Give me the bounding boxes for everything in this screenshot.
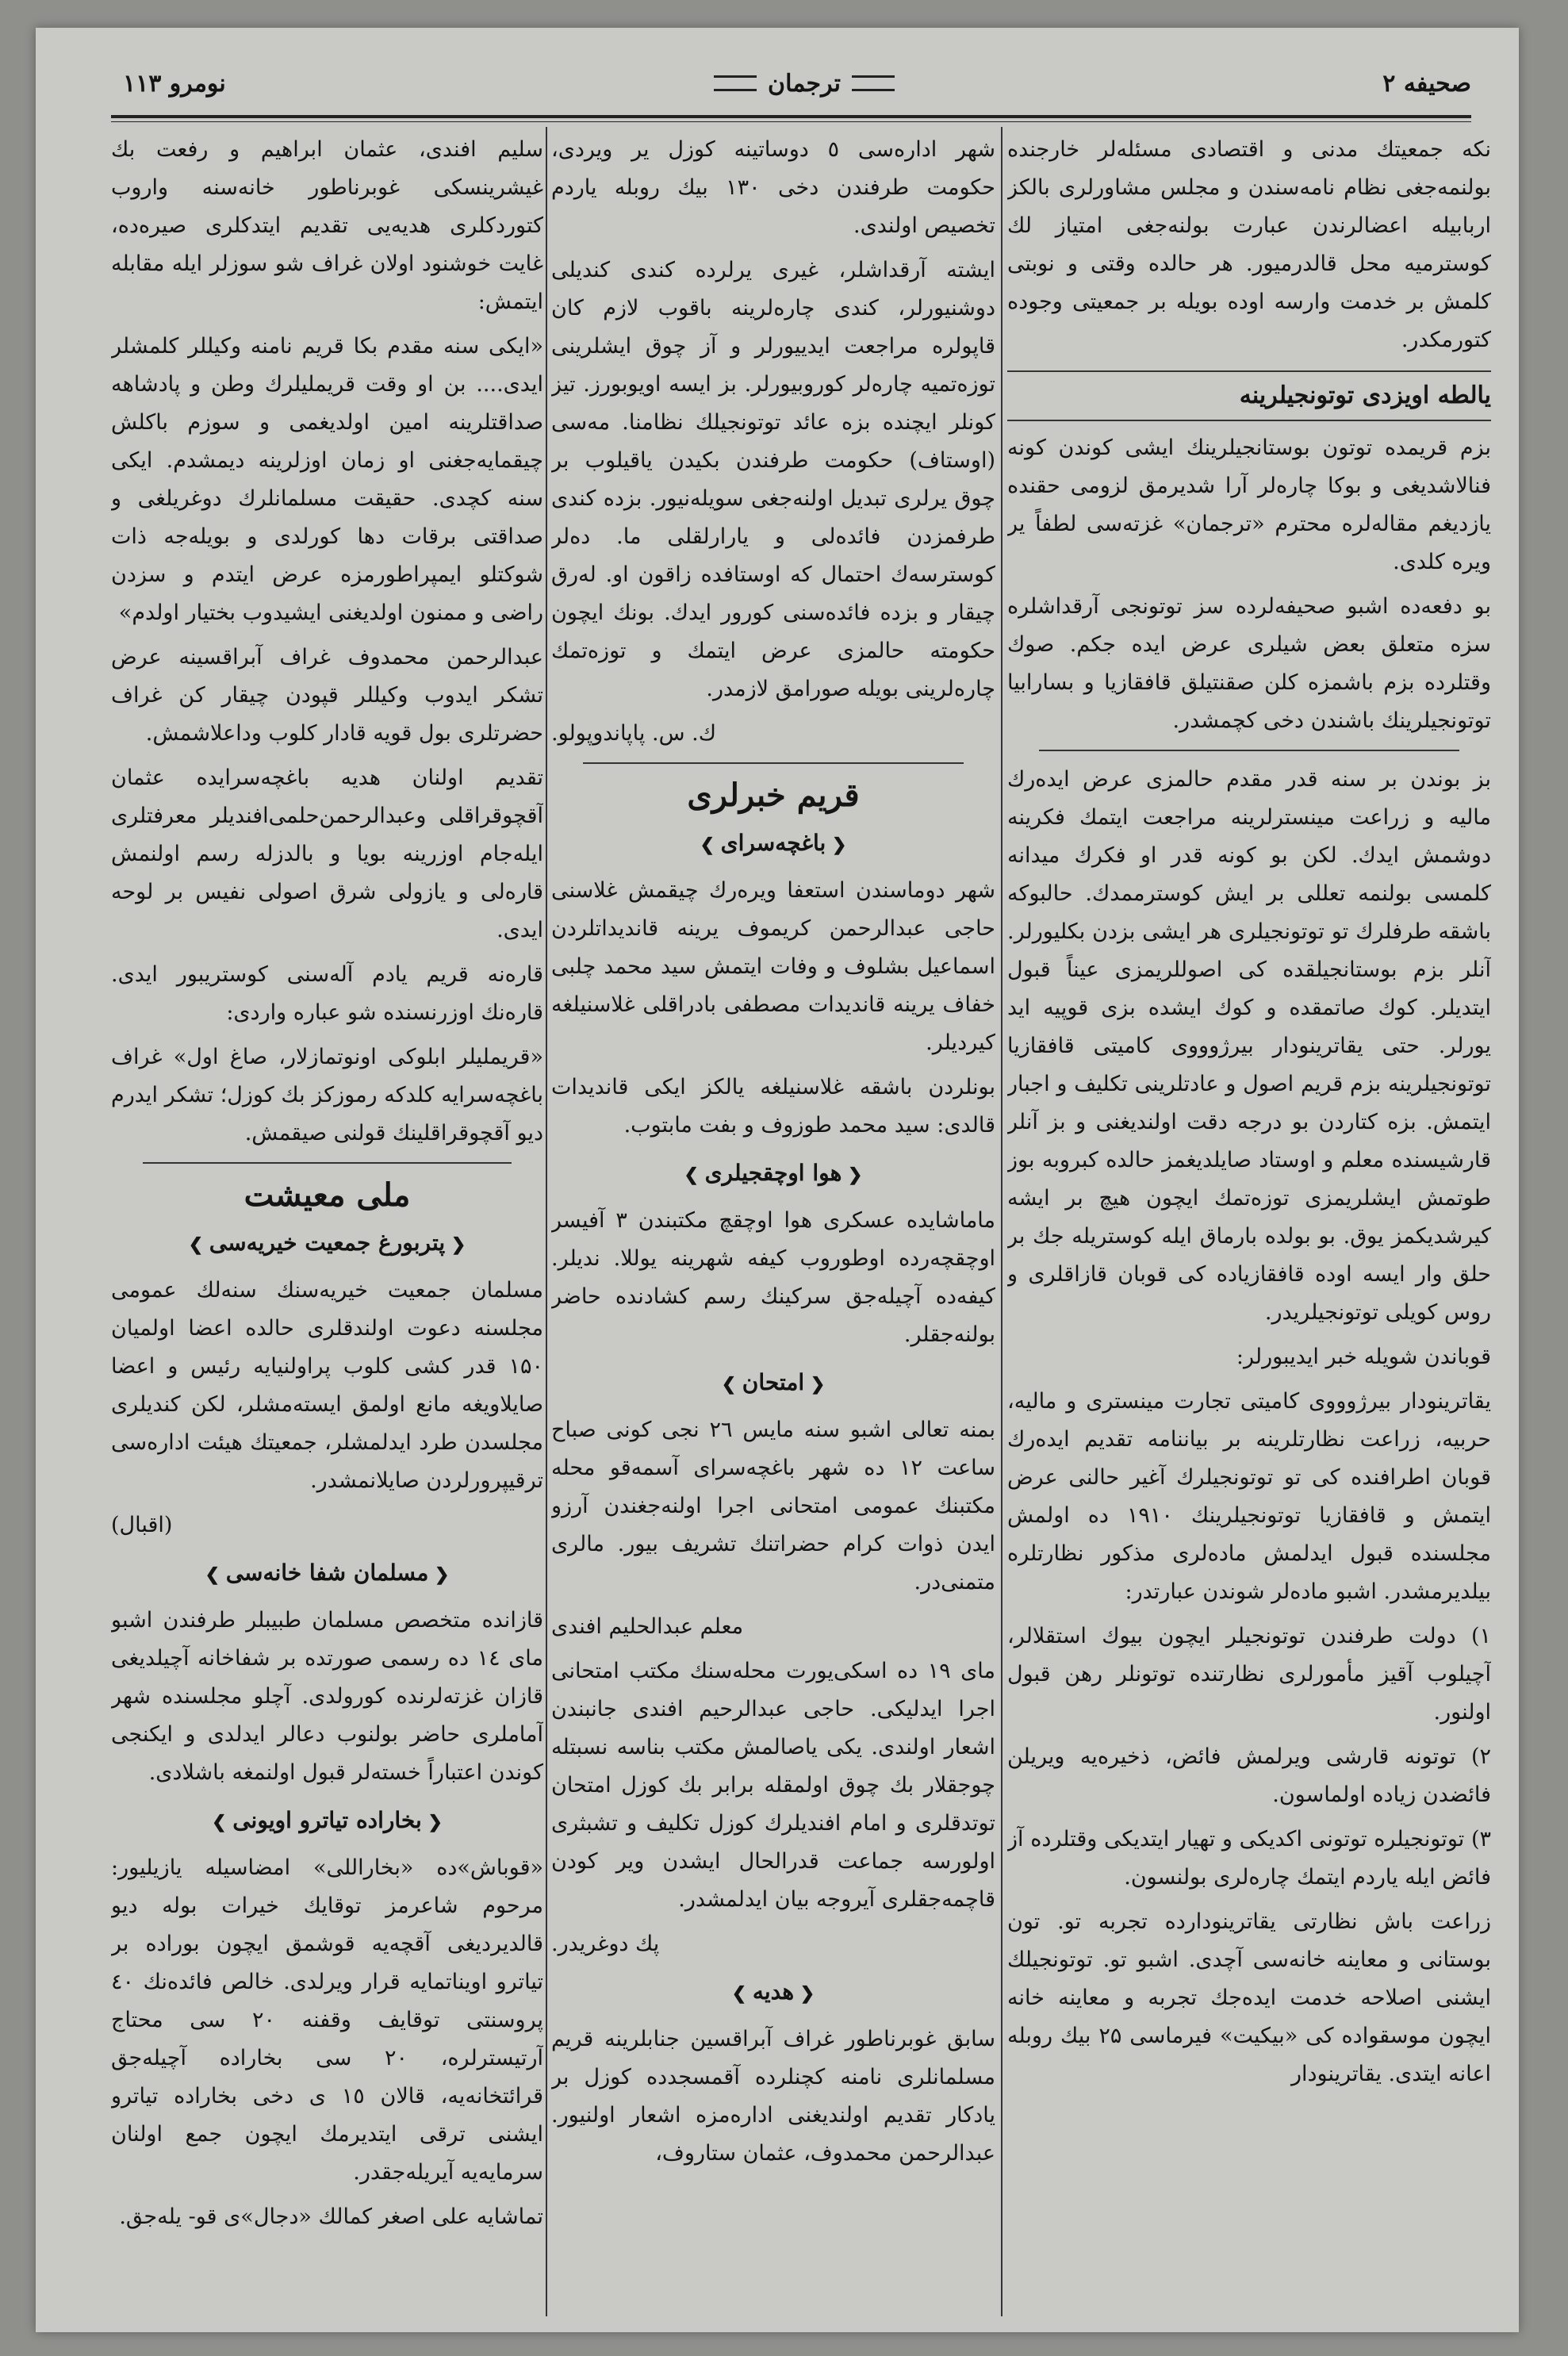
paragraph: بمنه تعالی اشبو سنه مایس ۲٦ نجی کونی صباح ساعت ۱۲ ده شهر باغچەسرای آسمەقو محله مکتبنك عمومی امتحانی اجرا اولنەجغندن آرزو ایدن ذوات کرام حضراتنك تشریف بیور. مالری متمنی‌در. — [551, 1418, 995, 1594]
column-divider — [546, 127, 547, 2316]
subheading: ❮ هدیه ❯ — [551, 1973, 995, 2013]
paragraph: عبدالرحمن محمدوف غراف آبراقسینه عرض تشکر ایدوب وکیللر قپودن چیقار کن غراف حضرتلری بول قویه قادار کلوب وداعلاشمش. — [111, 645, 543, 746]
newspaper-page — [36, 28, 1519, 2332]
page-label: صحیفه ۲ — [1382, 69, 1471, 98]
subheading: ❮ امتحان ❯ — [551, 1364, 995, 1403]
paragraph: تقدیم اولنان هدیه باغچەسرایده عثمان آقچوقراقلی وعبدالرحمن‌حلمی‌افندیلر معرفتلری ایله‌جام اوزرینه بویا و بالدزله رسم اولنمش قارەلی و یازولی شرق اصولی نفیس بر لوحه ایدی. — [111, 766, 543, 942]
paragraph: تماشایه علی اصغر کمالك «دجال»ی قو- یلەجق. — [119, 2204, 543, 2229]
paragraph: «ایکی سنه مقدم بکا قریم نامنه وکیللر کلمشلر ایدی.... بن او وقت قریملیلرك وطن و پادشاهه صداقتلرینه امین اولدیغمی و سوزم باکلش چیقمایه‌جغنی او زمان اوزلرینه دیمشدم. ایکی سنه کچدی. حقیقت مسلمانلرك دوغریلغی و صداقتی برقات دها کورلدی و بویلەجه ذات شوکتلو ایمپراطورمزه عرض ایتدم و سزدن راضی و ممنون اولدیغنی ایشیدوب بختیار اولدم» — [111, 334, 543, 625]
subheading: ❮ بخاراده تیاترو اویونی ❯ — [111, 1802, 543, 1841]
subheading: ❮ مسلمان شفا خانەسی ❯ — [111, 1554, 543, 1594]
ornament-right-icon — [852, 75, 895, 91]
paragraph: قوباندن شویله خبر ایدیبورلر: — [1236, 1345, 1491, 1369]
paragraph: زراعت باش نظارتی یقاترینودارده تجربه تو. تون بوستانی و معاینه خانه‌سی آچدی. اشبو تو. توتونجیلك ایشنی اصلاحه خدمت ایدەجك تجربه و معاینه خانه ایچون موسقواده کی «بیکیت» فیرماسی ۲۵ بیك روبله اعانه ایتدی. یقاترینودار — [1007, 1909, 1491, 2086]
paragraph: سلیم افندی، عثمان ابراهیم و رفعت بك غیشرینسکی غوبرناطور خانەسنه واروب کتوردکلری هدیه‌یی تقدیم ایتدکلری صیرەده، غایت خوشنود اولان غراف شو سوزلر ایله مقابله ایتمش: — [111, 137, 543, 314]
paragraph: ایشته آرقداشلر، غیری یرلرده کندی کندیلی دوشنیورلر، کندی چاره‌لرینه باقوب لازم کان قاپولره مراجعت ایدییورلر و آز چوق ایشلرینی توزه‌تمیه چاره‌لر کوروبیورلر. بز ایسه اویوبورز. تیز کونلر ایچنده بزه عائد توتونجیلك نظامنا. مه‌سی (اوستاف) حکومت طرفندن بکیدن یاقیلوب بر چوق یرلری تبدیل اولنه‌جغی سویلەنیور. بزده کندی طرفمزدن فائده‌لی و یارارلقلی ما. ده‌لر کوسترسەك احتمال که اوستافده زاقون او. لەرق چیقار و بزده فائده‌سنی کورور ایدك. بونك ایچون حکومته حالمزی عرض ایتمك و توزه‌تمك چاره‌لرینی بویله صورامق لازمدر. — [551, 258, 995, 701]
subheading: ❮ پتربورغ جمعیت خیریەسی ❯ — [111, 1224, 543, 1264]
paragraph: ماماشایده عسکری هوا اوچقچ مکتبندن ۳ آفیسر اوچقچەرده اوطوروب کیفه شهرینه یوللا. ندیلر. کیفەده آچیلەجق سرکینك رسم کشادنده حاضر بولنەجقلر. — [551, 1208, 995, 1347]
paragraph: نکه جمعیتك مدنی و اقتصادی مسئله‌لر خارجنده بولنمه‌جغی نظام نامه‌سندن و مجلس مشاورلری بالکز اربابیله اعضالرندن عبارت بولنه‌جغی امتیاز لك کوسترمیه محل قالدرمیور. هر حالده وقتی و نوبتی کلمش بر خدمت وارسه اوده بویله بر جمعیتی وجوده کتورمکدر. — [1007, 137, 1491, 352]
paragraph: بونلردن باشقه غلاسنیلغه یالکز ایکی قاندیدات قالدی: سید محمد طوزوف و بفت مابتوب. — [551, 1075, 995, 1138]
section-headline: قریم خبرلری — [687, 777, 860, 814]
subheading: ❮ هوا اوچقجیلری ❯ — [551, 1154, 995, 1194]
masthead-rule — [111, 115, 1471, 118]
paragraph: شهر اداره‌سی ٥ دوساتینه کوزل یر ویردی، حکومت طرفندن دخی ۱۳۰ بیك روبله یاردم تخصیص اولندی. — [551, 137, 995, 238]
signature: (اقبال) — [111, 1513, 173, 1537]
paragraph: بز بوندن بر سنه قدر مقدم حالمزی عرض ایدەرك مالیه و زراعت مینسترلرینه مراجعت ایتمك فکرینه دوشمش ایدك. لکن بو کونه قدر او فکرك میدانه کلمسی بولنمه تعللی بر ایش کوسترممدك. حالبوکه باشقه طرفلرك تو توتونجیلری هر ایشی بزدن بکلیورلر. آنلر بزم بوستانجیلقده کی اصوللریمزی عیناً قبول ایتدیلر. کوك صاتمقده و کوك ایشده بزی قوپیه اید یورلر. حتی یقاترینودار بیرژوووی کامیتی قافقازیا توتونجیلرینه بزم قریم اصول و عادتلرینی تکلیف و اجبار ایتمش. بزه کتاردن بو درجه دقت اولندیغنی و بز آنلر قارشیسنده معلم و اوستاد صایلدیغمز حالده کبروبه بوز طوتمش ایشلریمزی توزه‌تمك ایچون هیچ بر ایشه کیرشدیکمز یوق. بو بولده بارماق ایله کوستریله جك بر حلق وار ایسه اوده قافقازیاده کی قوبان قازاقلری و روس کویلی توتونجیلریدر. — [1007, 767, 1491, 1325]
left-column — [111, 131, 543, 2316]
paragraph: ۳) توتونجیلره توتونی اکدیکی و تهیار ایتدیکی وقتلرده آز فائض ایله یاردم ایتمك چاره‌لری بولنسون. — [1007, 1827, 1491, 1890]
masthead — [123, 52, 1471, 115]
right-column — [1007, 131, 1491, 2316]
signature: معلم عبدالحلیم افندی — [551, 1614, 744, 1639]
paragraph: ۲) توتونه قارشی ویرلمش فائض، ذخیره‌یه ویریلن فائضدن زیاده اولماسون. — [1007, 1744, 1491, 1807]
paragraph: مای ۱۹ ده اسکی‌یورت محله‌سنك مکتب امتحانی اجرا ایدلیکی. حاجی عبدالرحیم افندی جانبندن اشعار اولندی. یکی یاصالمش مکتب بناسه نسبتله چوجقلار بك چوق اولمقله برابر بك کوزل امتحان توتدقلری و امام افندیلرك کوزل تکلیف و تشبثری اولورسه جماعت قدرالحال ایشدن ویر کودن قاچمەجقلری آیروجه بیان ایدلمشدر. — [551, 1659, 995, 1912]
paragraph: شهر دوماسندن استعفا ویرەرك چیقمش غلاسنی حاجی عبدالرحمن کریموف یرینه قاندیداتلردن اسماعیل بشلوف و وفات ایتمش سید محمد چلبی خفاف یرینه قاندیدات مصطفی بادراقلی غلاسنیلغه کیردیلر. — [551, 878, 995, 1055]
section-headline: ملی معیشت — [243, 1176, 411, 1214]
signature: ك. س. پاپاندوپولو. — [551, 721, 716, 746]
paragraph: «قریملیلر ابلوکی اونوتمازلار، صاغ اول» غراف باغچەسرایه کلدکه رموزکز بك کوزل؛ تشکر ایدرم دیو آقچوقراقلینك قولنی صیقمش. — [111, 1045, 543, 1145]
section-divider — [1039, 750, 1459, 751]
newspaper-title: ترجمان — [768, 69, 841, 98]
paragraph: ۱) دولت طرفندن توتونجیلر ایچون بیوك استقلالر، آچیلوب آقیز مأمورلری نظارتنده توتونلر رهن قبول اولنور. — [1007, 1624, 1491, 1725]
issue-number: نومرو ۱۱۳ — [123, 69, 226, 98]
paragraph: سابق غوبرناطور غراف آبراقسین جنابلرینه قریم مسلمانلری نامنه کچنلرده آقمسجدده کوزل بر یادکار تقدیم اولندیغنی اداره‌مزه اشعار اولنیور. عبدالرحمن محمدوف، عثمان ستاروف، — [551, 2027, 995, 2166]
paragraph: قازانده متخصص مسلمان طبیبلر طرفندن اشبو مای ۱٤ ده رسمی صورتده بر شفاخانه آچیلدیغی قازان غزتەلرنده کورولدی. آچلو مجلسنده شهر آماملری حاضر بولنوب دعالر ایدلدی و ایکنجی کوندن اعتباراً خستەلر قبول اولنمغه باشلادی. — [111, 1608, 543, 1785]
paragraph: مسلمان جمعیت خیریەسنك سنەلك عمومی مجلسنه دعوت اولندقلری حالده اعضا اولمیان ۱۵۰ قدر کشی کلوب پراولنیایه رئیس و اعضا صایلاویغه مانع اولمق ایستەمشلر، لکن کندیلری مجلسدن طرد ایدلمشلر، جمعیتك هیئت اداره‌سی ترقیپرورلردن صایلانمشدر. — [111, 1278, 543, 1493]
signature: پك دوغریدر. — [551, 1932, 660, 1956]
paragraph: بو دفعه‌ده اشبو صحیفه‌لرده سز توتونجی آرقداشلره سزه متعلق بعض شیلری عرض ایده جکم. صوك وقتلرده بزم باشمزه کلن صقنتیلق قافقازیا و بسارابیا توتونجیلرینك باشندن دخی کچمشدر. — [1007, 594, 1491, 733]
paragraph: یقاترینودار بیرژوووی کامیتی تجارت مینستری و مالیه، حربیه، زراعت نظارتلرینه بر بیاننامه تقدیم ایدەرك قوبان اطرافنده کی تو توتونجیلرك آغیر حالنی عرض ایتمش و قافقازیا توتونجیلرینك ۱۹۱۰ ده اولمش مجلسنده قبول ایدلمش ماده‌لری مذکور نظارتلره بیلدیرمشدر. اشبو ماده‌لر شوندن عبارتدر: — [1007, 1389, 1491, 1604]
section-divider — [583, 762, 964, 764]
section-divider — [143, 1162, 512, 1164]
column-divider — [1001, 127, 1003, 2316]
paragraph: بزم قریمده توتون بوستانجیلرینك ایشی کوندن کونه فنالاشدیغی و بوکا چاره‌لر آرا شدیرمق لزومی حقنده یازدیغم مقاله‌لره محترم «ترجمان» غزته‌سی لطفاً یر ویره کلدی. — [1007, 436, 1491, 574]
paragraph: «قوباش»ده «بخاراللی» امضاسیله یازیلیور: مرحوم شاعرمز توقایك خیرات بوله دیو قالدیردیغی آقچەیه قوشمق ایچون بوراده بر تیاترو اویناتمایه قرار ویرلدی. خالص فائده‌نك ٤۰ پروسنتی توقایف وقفنه ۲۰ سی محتاج آرتیسترلره، ۲۰ سی بخاراده آچیلەجق قرائتخانەیه، قالان ۱٥ ی دخی بخاراده تیاترو ایشنی ترقی ایتدیرمك ایچون جمع اولنان سرمایەیه آیریلەجقدر. — [111, 1855, 543, 2185]
masthead-rule-thin — [111, 121, 1471, 122]
paragraph: قارەنه قریم یادم آلەسنی کوستریبور ایدی. قارەنك اوزرنسنده شو عباره واردی: — [111, 962, 543, 1025]
ornament-left-icon — [714, 75, 757, 91]
middle-column — [551, 131, 995, 2316]
subheading: ❮ باغچەسرای ❯ — [551, 824, 995, 864]
masthead-title-group — [714, 70, 895, 98]
article-title: یالطه اویزدی توتونجیلرینه — [1007, 370, 1491, 421]
